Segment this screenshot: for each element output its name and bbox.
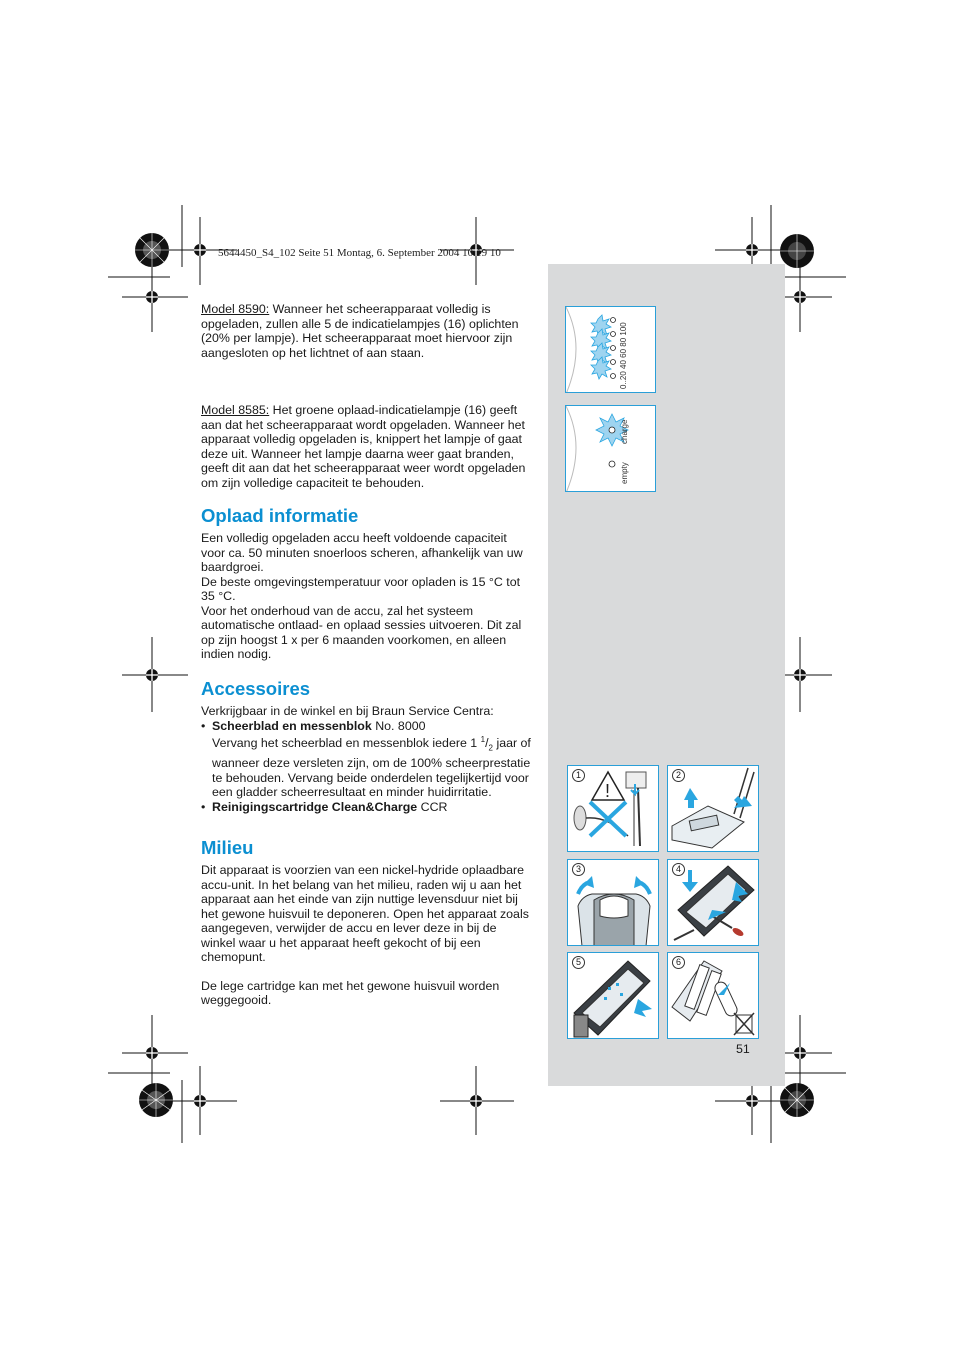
accessory-cartridge-name: Reinigingscartridge Clean&Charge: [212, 799, 418, 814]
charge-label: charge: [620, 419, 629, 444]
step-panel-2: [667, 765, 759, 852]
step-panel-6: [667, 952, 759, 1039]
step-panel-4: [667, 859, 759, 946]
print-header: 5644450_S4_102 Seite 51 Montag, 6. September 2004 10:19 10: [218, 247, 501, 259]
step-number-3: 3: [572, 863, 585, 876]
oplaad-paragraph-3: Voor het onderhoud van de accu, zal het systeem automatische ontlaad- en oplaad sessies uitvoeren. Dit zal op zijn hoogst 1 x per 6 maanden voorkomen, en alleen indien nodig.: [201, 603, 522, 661]
step-number-2: 2: [672, 769, 685, 782]
milieu-paragraph-1: Dit apparaat is voorzien van een nickel-hydride oplaadbare accu-unit. In het belang van het milieu, raden wij u aan het apparaat aan het einde van zijn nuttige levensduur niet bij het gewone huisvuil te deponeren. Open het apparaat zoals aangegeven, verwijder de accu en lever deze in bij de winkel waar u het apparaat heeft gekocht of bij een chemopunt.: [201, 863, 529, 964]
accessory-blade-detail-a: Vervang het scheerblad en messenblok iedere 1: [212, 736, 481, 751]
indicator-panel-5-lamps: [565, 306, 656, 393]
accessoires-section: [201, 678, 531, 814]
empty-label: empty: [620, 462, 629, 484]
svg-text:!: !: [605, 781, 611, 801]
step-panel-5: [567, 952, 659, 1039]
lamp-row-illustration: [566, 307, 656, 393]
oplaad-paragraph-1: Een volledig opgeladen accu heeft voldoende capaciteit voor ca. 50 minuten snoerloos scheren, afhankelijk van uw baardgroei.: [201, 531, 523, 574]
oplaad-paragraph-2: De beste omgevingstemperatuur voor opladen is 15 °C tot 35 °C.: [201, 574, 521, 603]
step-number-5: 5: [572, 956, 585, 969]
single-lamp-illustration: [566, 406, 656, 492]
accessory-blade-name: Scheerblad en messenblok: [212, 718, 372, 733]
step-number-1: 1: [572, 769, 585, 782]
accessory-cartridge-code: CCR: [417, 799, 448, 814]
model-8590-label: Model 8590:: [201, 302, 270, 316]
accessory-blade-number: No. 8000: [371, 718, 426, 733]
accessory-item-cartridge: [201, 800, 531, 815]
accessory-blade-detail-b: jaar of wanneer deze versleten zijn, om de 100% scheerprestatie te behouden. Vervang beide onderdelen tegelijkertijd voor een gladder scheerresultaat en minder huidirritatie.: [212, 736, 531, 800]
accessoires-intro: Verkrijgbaar in de winkel en bij Braun Service Centra:: [201, 704, 494, 718]
page-number: 51: [736, 1042, 750, 1056]
step-number-4: 4: [672, 863, 685, 876]
step-number-6: 6: [672, 956, 685, 969]
model-8590-text: Wanneer het scheerapparaat volledig is opgeladen, zullen alle 5 de indicatielampjes (16) oplichten (20% per lampje). Het scheerapparaat moet hiervoor zijn aangesloten op het lichtnet of aan staan.: [201, 302, 519, 360]
accessoires-heading: Accessoires: [201, 678, 311, 699]
charge-scale-label: 0..20 40 60 80 100: [619, 322, 628, 389]
model-8585-label: Model 8585:: [201, 403, 270, 417]
indicator-panel-single-lamp: [565, 405, 656, 492]
milieu-paragraph-2: De lege cartridge kan met het gewone huisvuil worden weggegooid.: [201, 978, 500, 1007]
milieu-section: [201, 837, 531, 1008]
model-8585-text: Het groene oplaad-indicatielampje (16) geeft aan dat het scheerapparaat wordt opgeladen. Wanneer het apparaat volledig opgeladen is, knippert het lampje of gaat deze uit. Wanneer het lampje daarna weer gaat branden, geeft dit aan dat het scheerapparaat weer wordt opgeladen om zijn volledige capaciteit te behouden.: [201, 403, 526, 490]
fraction-half: $^1/_2$: [480, 735, 493, 753]
oplaad-heading: Oplaad informatie: [201, 505, 359, 526]
step-panel-1: [567, 765, 659, 852]
milieu-heading: Milieu: [201, 837, 254, 858]
accessory-item-blade: [201, 719, 531, 800]
model-8585-paragraph: [201, 403, 531, 490]
step-panel-3: [567, 859, 659, 946]
model-8590-paragraph: [201, 302, 531, 360]
oplaad-section: [201, 505, 531, 662]
